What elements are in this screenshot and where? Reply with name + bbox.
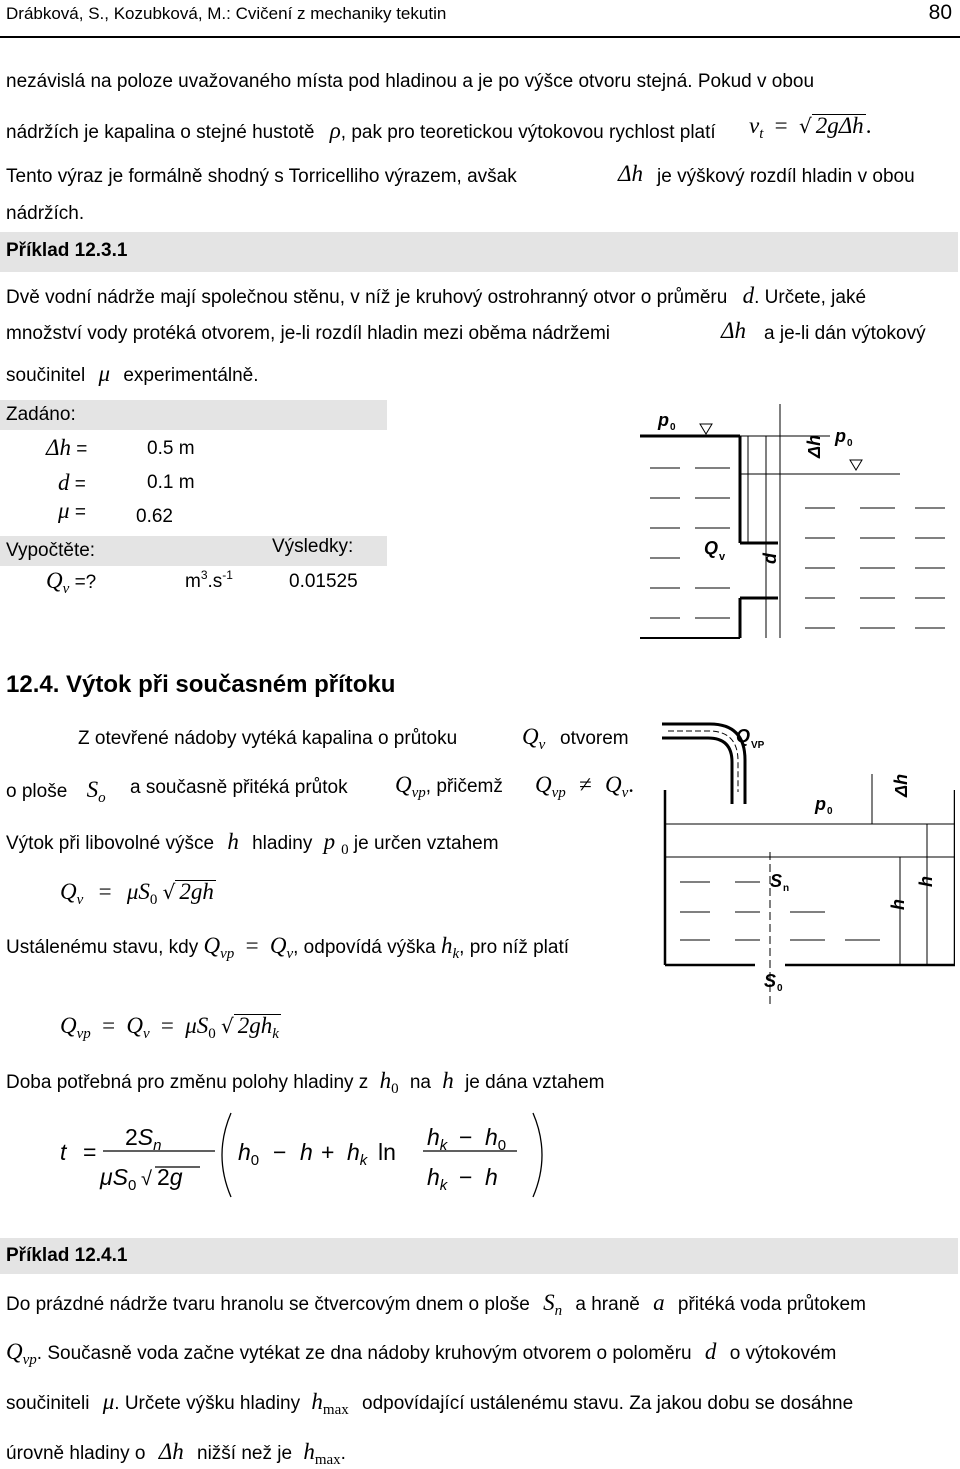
svg-text:S: S: [764, 971, 777, 991]
section-p1b: otvorem: [560, 728, 629, 749]
svg-text:h: h: [916, 876, 936, 887]
svg-text:t: t: [60, 1139, 67, 1165]
svg-text:hk: $h_k$: [427, 1124, 448, 1154]
example2-line-1: Do prázdné nádrže tvaru hranolu se čtvercovým dnem o ploše $S_n$ a hraně a přitéká voda průtokem: [6, 1290, 866, 1319]
example1-text-2b: a je-li dán výtokový: [764, 323, 926, 344]
example2-line-3: součiniteli μ. Určete výšku hladiny $h_{max}$ odpovídající ustálenému stavu. Za jakou dobu se dosáhne: [6, 1389, 854, 1418]
svg-text:Q: Q: [704, 538, 719, 558]
header-rule: [0, 36, 960, 38]
example1-title-bar: [0, 232, 958, 272]
svg-text:0: 0: [777, 983, 783, 994]
svg-text:p: p: [815, 794, 826, 814]
svg-text:d: d: [760, 553, 780, 564]
svg-text:h: h: [485, 1164, 498, 1190]
example1-title: Příklad 12.3.1: [6, 240, 128, 261]
delta-h-symbol: Δh: [618, 161, 643, 186]
section-p1: Z otevřené nádoby vytéká kapalina o průtoku: [78, 728, 458, 749]
svg-text:Δh: Δh: [891, 773, 911, 797]
intro-line-3b: je výškový rozdíl hladin v obou: [657, 166, 915, 187]
example1-text-2: množství vody protéká otvorem, je-li rozdíl hladin mezi oběma nádržemi: [6, 323, 611, 344]
svg-text:hk: $h_k$: [427, 1164, 448, 1194]
svg-text:h0: $h_0$: [485, 1124, 507, 1154]
example2-line-2: $Q_{vp}$. Současně voda začne vytékat ze dna nádoby kruhovým otvorem o poloměru d o výtokovém: [6, 1339, 837, 1368]
section-p2-qvp: $Q_{vp}$, přičemž: [395, 772, 503, 801]
svg-text:ln: ln: [378, 1139, 396, 1165]
svg-text:Q: Q: [736, 726, 751, 746]
calc-label: Vypočtěte:: [6, 540, 96, 561]
given-dh-value: 0.5 m: [147, 438, 195, 459]
svg-text:−: −: [459, 1124, 473, 1150]
intro-line-3: Tento výraz je formálně shodný s Torricelliho výrazem, avšak: [6, 166, 517, 187]
section-p2-inequality: $Q_{vp} \ne Q_v$.: [535, 772, 635, 801]
svg-text:n: n: [783, 883, 790, 894]
unknown-qv: $Q_v$ =?: [46, 568, 97, 597]
intro-line-2: nádržích je kapalina o stejné hustotě ρ, pak pro teoretickou výtokovou rychlost platí: [6, 118, 716, 143]
section-p1-qv: $Q_v$: [522, 724, 546, 753]
svg-text:−: −: [459, 1164, 473, 1190]
formula-time: [55, 1105, 555, 1200]
given-mu-value: 0.62: [136, 506, 173, 527]
svg-text:h0: $h_0$: [238, 1139, 260, 1169]
given-label: Zadáno:: [6, 404, 76, 425]
section-p4: Ustálenému stavu, kdy $Q_{vp} = Q_v$, odpovídá výška $h_k$, pro níž platí: [6, 933, 570, 962]
svg-text:S: S: [770, 871, 783, 891]
formula-outflow: $Q_v = \mu S_0$ √ 2gh: [60, 879, 214, 908]
svg-text:+: +: [321, 1139, 335, 1165]
example1-text-1: Dvě vodní nádrže mají společnou stěnu, v níž je kruhový ostrohranný otvor o průměru d. Určete, jaké: [6, 283, 867, 308]
example1-text-3: součinitel μ experimentálně.: [6, 361, 259, 386]
unit: $m^3.s^{-1}$: [185, 568, 233, 592]
svg-text:p: p: [835, 426, 846, 446]
svg-text:p: p: [658, 410, 669, 430]
intro-line-4: nádržích.: [6, 203, 85, 224]
results-label: Výsledky:: [272, 536, 354, 557]
formula-steady: $Q_{vp} = Q_v = \mu S_0$ √ $2gh_k$: [60, 1013, 281, 1045]
svg-text:2g: 2g: [157, 1164, 183, 1190]
given-dh: Δh =: [46, 435, 88, 460]
svg-text:v: v: [719, 551, 726, 563]
svg-text:h: h: [300, 1139, 313, 1165]
svg-text:0: 0: [827, 806, 833, 817]
svg-text:=: =: [83, 1139, 97, 1165]
svg-text:2Sn: $2S_n$: [125, 1124, 162, 1154]
two-tanks-diagram: [640, 398, 960, 643]
given-d: d =: [58, 470, 86, 495]
torricelli-formula: $v_t$ = √ 2gΔh.: [749, 113, 872, 142]
svg-text:0: 0: [847, 438, 853, 449]
section-p2: o ploše $S_o$: [6, 777, 106, 806]
example2-line-4: úrovně hladiny o Δh nižší než je $h_{max}$.: [6, 1439, 346, 1468]
example2-title-bar: [0, 1238, 958, 1274]
page-number: 80: [928, 1, 952, 24]
svg-text:0: 0: [670, 422, 676, 433]
section-p3: Výtok při libovolné výšce h hladiny p $_0$ je určen vztahem: [6, 829, 499, 858]
section-p5: Doba potřebná pro změnu polohy hladiny z $h_0$ na h je dána vztahem: [6, 1068, 605, 1097]
given-mu: μ =: [58, 498, 86, 523]
example1-delta-h: Δh: [721, 318, 746, 343]
svg-text:μS0: $\mu S_0$: [100, 1164, 137, 1194]
section-p2b: a současně přitéká průtok: [130, 777, 348, 798]
intro-line-1: nezávislá na poloze uvažovaného místa pod hladinou a je po výšce otvoru stejná. Pokud v obou: [6, 71, 815, 92]
example2-title: Příklad 12.4.1: [6, 1245, 128, 1266]
svg-text:hk: $h_k$: [347, 1139, 368, 1169]
tank-inflow-diagram: [650, 712, 955, 1012]
section-title: 12.4. Výtok při současném přítoku: [6, 671, 396, 698]
svg-text:Δh: Δh: [804, 434, 824, 458]
header-authors: Drábková, S., Kozubková, M.: Cvičení z mechaniky tekutin: [6, 4, 447, 23]
svg-text:h: h: [888, 899, 908, 910]
svg-text:−: −: [273, 1139, 287, 1165]
given-d-value: 0.1 m: [147, 472, 195, 493]
svg-text:√: √: [141, 1168, 152, 1190]
result-value: 0.01525: [289, 571, 358, 592]
svg-text:VP: VP: [751, 740, 765, 751]
